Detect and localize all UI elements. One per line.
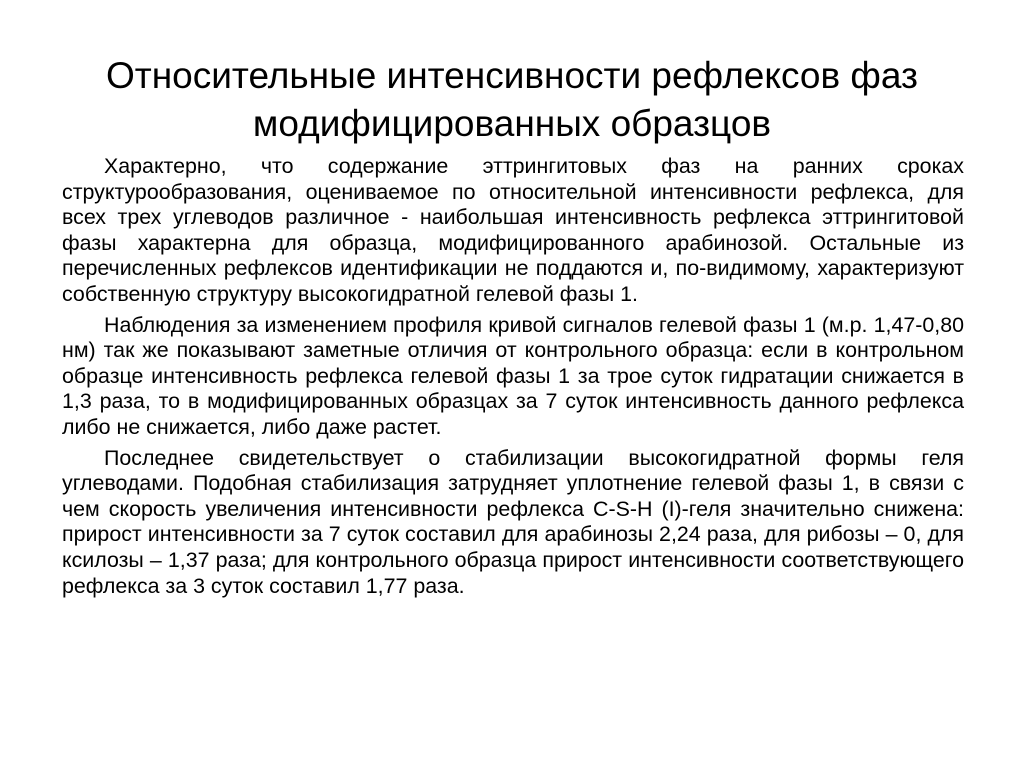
slide-body: [62, 154, 964, 604]
paragraph-3: Последнее свидетельствует о стабилизации высокогидратной формы геля углеводами. Подобная стабилизация затрудняет уплотнение гелевой фазы 1, в связи с чем скорость увеличения интенсивности рефлекса С-S-H (I)-геля значительно снижена: прирост интенсивности за 7 суток составил для арабинозы 2,24 раза, для рибозы – 0, для ксилозы – 1,37 раза; для контрольного образца прирост интенсивности соответствующего рефлекса за 3 суток составил 1,77 раза.: [62, 445, 964, 598]
slide-title: Относительные интенсивности рефлексов фаз модифицированных образцов: [106, 55, 918, 144]
paragraph-2: Наблюдения за изменением профиля кривой сигналов гелевой фазы 1 (м.р. 1,47-0,80 нм) так же показывают заметные отличия от контрольного образца: если в контрольном образце интенсивность рефлекса гелевой фазы 1 за трое суток гидратации снижается в 1,3 раза, то в модифицированных образцах за 7 суток интенсивность данного рефлекса либо не снижается, либо даже растет.: [62, 312, 964, 439]
paragraph-1: Характерно, что содержание эттрингитовых фаз на ранних сроках структурообразования, оцениваемое по относительной интенсивности рефлекса, для всех трех углеводов различное - наибольшая интенсивность рефлекса эттрингитовой фазы характерна для образца, модифицированного арабинозой. Остальные из перечисленных рефлексов идентификации не поддаются и, по-видимому, характеризуют собственную структуру высокогидратной гелевой фазы 1.: [62, 154, 964, 306]
